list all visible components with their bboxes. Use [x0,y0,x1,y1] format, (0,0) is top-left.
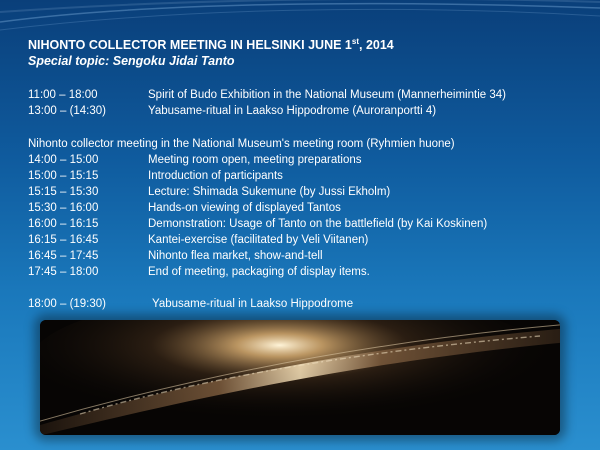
schedule-time: 11:00 – 18:00 [28,89,98,101]
schedule-row [28,202,341,214]
page-title: NIHONTO COLLECTOR MEETING IN HELSINKI JUNE 1st, 2014 [28,37,394,53]
schedule-row [28,89,506,101]
schedule-time: 14:00 – 15:00 [28,154,99,166]
schedule-description: Kantei-exercise (facilitated by Veli Viitanen) [148,234,369,246]
meeting-intro: Nihonto collector meeting in the National Museum's meeting room (Ryhmien huone) [28,138,455,150]
schedule-row [28,250,323,262]
schedule-time: 15:15 – 15:30 [28,186,99,198]
schedule-time: 16:45 – 17:45 [28,250,99,262]
schedule-description: End of meeting, packaging of display items. [148,266,370,278]
schedule-time: 15:00 – 15:15 [28,170,99,182]
schedule-time: 15:30 – 16:00 [28,202,99,214]
schedule-row [28,105,436,117]
schedule-time: 13:00 – (14:30) [28,105,107,117]
schedule-description: Spirit of Budo Exhibition in the National Museum (Mannerheimintie 34) [148,89,506,101]
schedule-description: Nihonto flea market, show-and-tell [148,250,323,262]
schedule-time: 18:00 – (19:30) [28,298,107,310]
schedule-row [28,218,487,230]
schedule-row [28,170,283,182]
schedule-description: Demonstration: Usage of Tanto on the battlefield (by Kai Koskinen) [148,218,488,230]
schedule-description: Hands-on viewing of displayed Tantos [148,202,341,214]
schedule-row [28,266,370,278]
schedule-row [28,186,390,198]
schedule-description: Introduction of participants [148,170,283,182]
schedule-description: Meeting room open, meeting preparations [148,154,362,166]
schedule-row [28,298,353,310]
schedule-time: 17:45 – 18:00 [28,266,99,278]
sword-blade-photo [40,320,560,435]
schedule-time: 16:15 – 16:45 [28,234,99,246]
schedule-description: Yabusame-ritual in Laakso Hippodrome [152,298,354,310]
page-subtitle: Special topic: Sengoku Jidai Tanto [28,54,235,68]
schedule-row [28,234,368,246]
sword-blade-image [40,320,560,435]
schedule-row [28,154,362,166]
schedule-time: 16:00 – 16:15 [28,218,99,230]
schedule-description: Lecture: Shimada Sukemune (by Jussi Ekholm) [148,186,391,198]
schedule-description: Yabusame-ritual in Laakso Hippodrome (Auroranportti 4) [148,105,437,117]
